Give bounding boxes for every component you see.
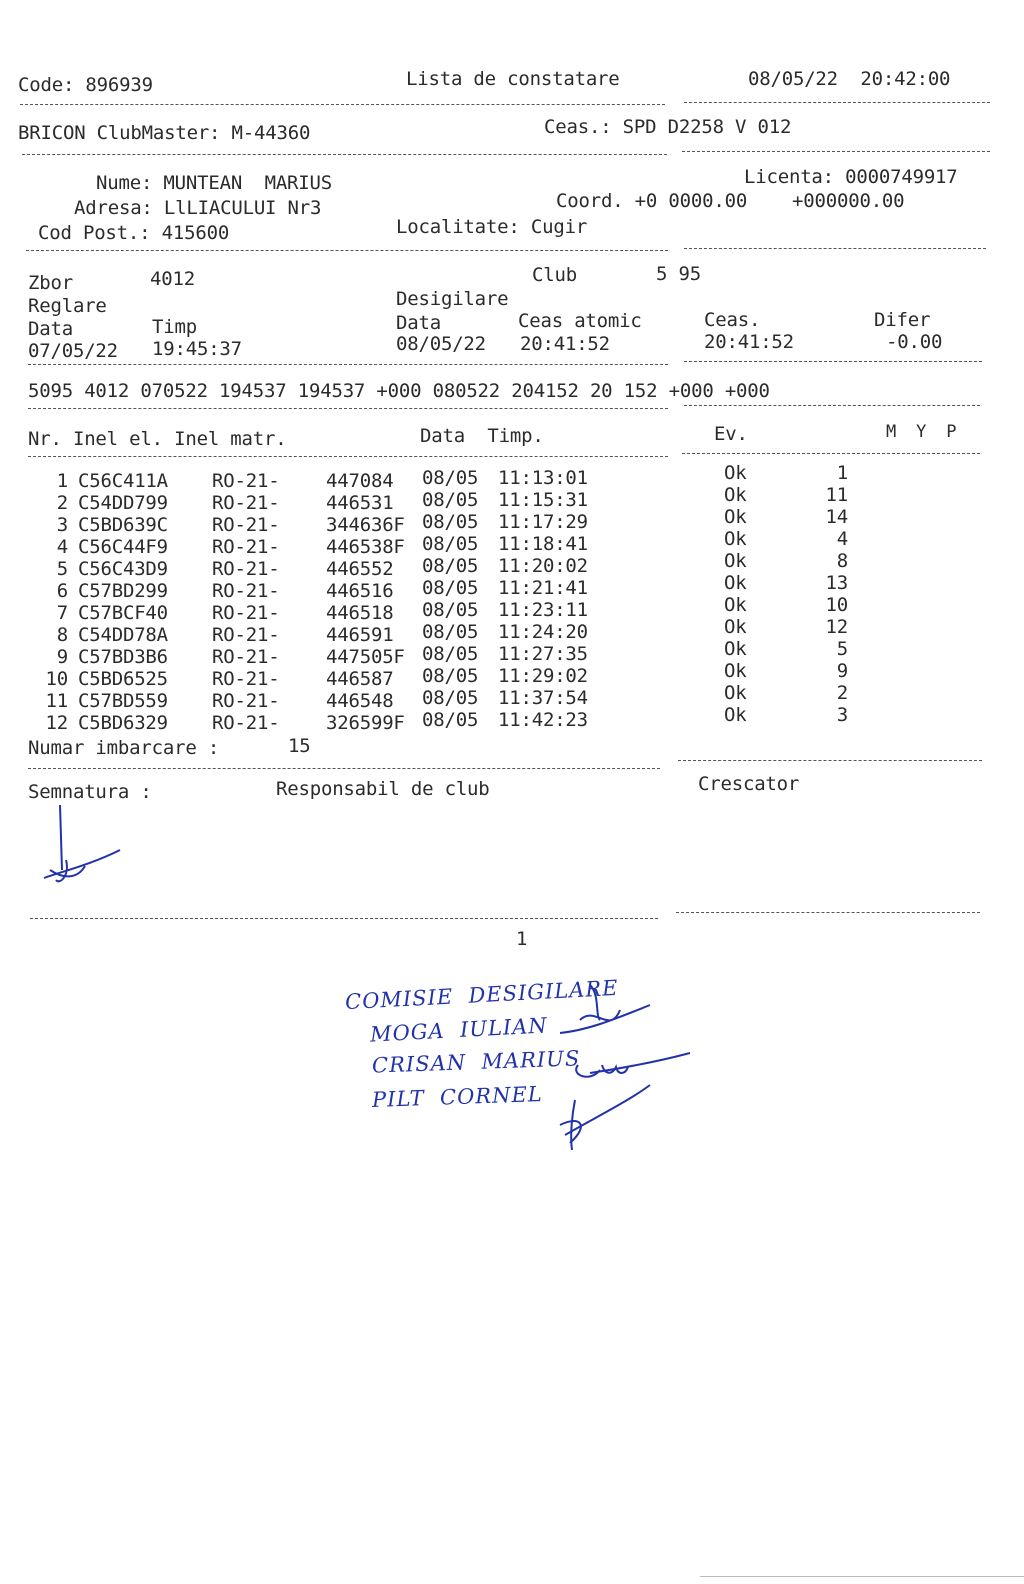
ring-prefix: RO-21- <box>212 668 280 690</box>
ring-prefix: RO-21- <box>212 536 280 558</box>
owner-locality: Localitate: Cugir <box>396 216 588 238</box>
separator <box>676 912 980 913</box>
arrival-date: 08/05 <box>422 643 479 665</box>
system-id: BRICON ClubMaster: M-44360 <box>18 122 311 144</box>
ring-number: 446552 <box>326 558 394 580</box>
separator <box>22 154 667 155</box>
ring-number: 446516 <box>326 580 394 602</box>
row-number: 11 <box>45 690 68 712</box>
event-status: Ok <box>724 550 747 572</box>
document-datetime: 08/05/22 20:42:00 <box>748 68 951 90</box>
desigilare-atomic-time: 20:41:52 <box>520 333 610 355</box>
member-signatures <box>550 975 710 1160</box>
rank-number: 14 <box>825 506 848 528</box>
separator <box>28 456 668 457</box>
club-number: 5 95 <box>656 263 701 285</box>
ring-number: 344636F <box>326 514 405 536</box>
ring-number: 447505F <box>326 646 405 668</box>
arrival-date: 08/05 <box>422 467 479 489</box>
arrival-date: 08/05 <box>422 709 479 731</box>
event-status: Ok <box>724 682 747 704</box>
electronic-ring: C57BCF40 <box>78 602 168 624</box>
event-status: Ok <box>724 594 747 616</box>
ring-prefix: RO-21- <box>212 602 280 624</box>
handwritten-member-2: CRISAN MARIUS <box>371 1046 581 1078</box>
rank-number: 12 <box>825 616 848 638</box>
document-code: Code: 896939 <box>18 74 153 96</box>
ring-number: 446591 <box>326 624 394 646</box>
rank-number: 13 <box>825 572 848 594</box>
owner-address: Adresa: LlLIACULUI Nr3 <box>74 197 322 219</box>
responsible-signature <box>30 800 130 895</box>
electronic-ring: C56C43D9 <box>78 558 168 580</box>
flight-label: Zbor <box>28 272 73 294</box>
event-status: Ok <box>724 638 747 660</box>
boarding-label: Numar imbarcare : <box>28 737 220 759</box>
arrival-date: 08/05 <box>422 599 479 621</box>
ring-prefix: RO-21- <box>212 580 280 602</box>
ceas-atomic-label: Ceas atomic <box>518 310 642 332</box>
rank-number: 4 <box>836 528 848 550</box>
event-status: Ok <box>724 484 747 506</box>
row-number: 3 <box>56 514 68 536</box>
electronic-ring: C5BD6329 <box>78 712 168 734</box>
handwritten-member-1: MOGA IULIAN <box>369 1013 549 1047</box>
arrival-date: 08/05 <box>422 577 479 599</box>
reglare-date: 07/05/22 <box>28 340 118 362</box>
ring-prefix: RO-21- <box>212 492 280 514</box>
table-header-left: Nr. Inel el. Inel matr. <box>28 428 287 450</box>
electronic-ring: C56C411A <box>78 470 168 492</box>
table-row <box>0 704 1024 734</box>
rank-number: 9 <box>836 660 848 682</box>
event-status: Ok <box>724 704 747 726</box>
ring-number: 447084 <box>326 470 394 492</box>
arrival-time: 11:23:11 <box>498 599 588 621</box>
document-title: Lista de constatare <box>406 68 620 90</box>
rank-number: 11 <box>825 484 848 506</box>
arrival-time: 11:20:02 <box>498 555 588 577</box>
separator <box>28 768 660 769</box>
ring-number: 326599F <box>326 712 405 734</box>
arrival-time: 11:13:01 <box>498 467 588 489</box>
boarding-count: 15 <box>288 735 311 757</box>
electronic-ring: C54DD799 <box>78 492 168 514</box>
ring-prefix: RO-21- <box>212 624 280 646</box>
event-status: Ok <box>724 572 747 594</box>
table-header-datetime: Data Timp. <box>420 425 544 447</box>
flight-number: 4012 <box>150 268 195 290</box>
arrival-date: 08/05 <box>422 621 479 643</box>
electronic-ring: C56C44F9 <box>78 536 168 558</box>
separator <box>682 453 980 454</box>
arrival-date: 08/05 <box>422 489 479 511</box>
breeder-label: Crescator <box>698 773 800 795</box>
desigilare-clock-time: 20:41:52 <box>704 331 794 353</box>
difference-value: -0.00 <box>886 331 943 353</box>
table-header-ev: Ev. <box>714 423 748 445</box>
rank-number: 8 <box>836 550 848 572</box>
arrival-time: 11:21:41 <box>498 577 588 599</box>
arrival-time: 11:37:54 <box>498 687 588 709</box>
ring-prefix: RO-21- <box>212 470 280 492</box>
row-number: 7 <box>56 602 68 624</box>
row-number: 8 <box>56 624 68 646</box>
ring-prefix: RO-21- <box>212 646 280 668</box>
rank-number: 5 <box>836 638 848 660</box>
row-number: 2 <box>56 492 68 514</box>
rank-number: 2 <box>836 682 848 704</box>
row-number: 10 <box>45 668 68 690</box>
electronic-ring: C5BD639C <box>78 514 168 536</box>
separator <box>26 250 668 251</box>
separator <box>684 361 982 362</box>
ring-number: 446548 <box>326 690 394 712</box>
desigilare-date: 08/05/22 <box>396 333 486 355</box>
separator <box>678 760 982 761</box>
data-label: Data <box>28 318 73 340</box>
rank-number: 1 <box>836 462 848 484</box>
arrival-time: 11:24:20 <box>498 621 588 643</box>
ring-prefix: RO-21- <box>212 690 280 712</box>
desigilare-label: Desigilare <box>396 288 509 310</box>
ring-number: 446587 <box>326 668 394 690</box>
arrival-time: 11:42:23 <box>498 709 588 731</box>
event-status: Ok <box>724 660 747 682</box>
arrival-date: 08/05 <box>422 511 479 533</box>
arrival-date: 08/05 <box>422 555 479 577</box>
rank-number: 10 <box>825 594 848 616</box>
separator <box>684 405 980 406</box>
electronic-ring: C57BD3B6 <box>78 646 168 668</box>
table-header-myp: M Y P <box>886 422 957 442</box>
handwritten-member-3: PILT CORNEL <box>371 1082 544 1112</box>
signature-label: Semnatura : <box>28 781 152 803</box>
ring-prefix: RO-21- <box>212 558 280 580</box>
electronic-ring: C57BD299 <box>78 580 168 602</box>
timp-label: Timp <box>152 316 197 338</box>
separator <box>30 918 658 919</box>
event-status: Ok <box>724 616 747 638</box>
electronic-ring: C57BD559 <box>78 690 168 712</box>
owner-postcode: Cod Post.: 415600 <box>38 222 230 244</box>
arrival-date: 08/05 <box>422 687 479 709</box>
row-number: 4 <box>56 536 68 558</box>
flight-code-line: 5095 4012 070522 194537 194537 +000 080522 204152 20 152 +000 +000 <box>28 380 770 402</box>
row-number: 6 <box>56 580 68 602</box>
ring-prefix: RO-21- <box>212 514 280 536</box>
rank-number: 3 <box>836 704 848 726</box>
ceas-label: Ceas. <box>704 309 761 331</box>
ring-number: 446531 <box>326 492 394 514</box>
arrival-time: 11:15:31 <box>498 489 588 511</box>
event-status: Ok <box>724 528 747 550</box>
arrival-time: 11:27:35 <box>498 643 588 665</box>
reglare-time: 19:45:37 <box>152 338 242 360</box>
club-responsible-label: Responsabil de club <box>276 778 490 800</box>
event-status: Ok <box>724 462 747 484</box>
owner-license: Licenta: 0000749917 <box>744 166 958 188</box>
row-number: 5 <box>56 558 68 580</box>
row-number: 9 <box>56 646 68 668</box>
electronic-ring: C54DD78A <box>78 624 168 646</box>
data-label: Data <box>396 312 441 334</box>
arrival-date: 08/05 <box>422 665 479 687</box>
separator <box>684 102 990 103</box>
reglare-label: Reglare <box>28 295 107 317</box>
clock-id: Ceas.: SPD D2258 V 012 <box>544 116 792 138</box>
scan-edge <box>700 1576 1024 1577</box>
ring-prefix: RO-21- <box>212 712 280 734</box>
separator <box>20 104 665 105</box>
row-number: 12 <box>45 712 68 734</box>
separator <box>28 364 668 365</box>
handwritten-commission-title: COMISIE DESIGILARE <box>344 975 620 1015</box>
row-number: 1 <box>56 470 68 492</box>
owner-coordinates: Coord. +0 0000.00 +000000.00 <box>556 190 905 212</box>
ring-number: 446538F <box>326 536 405 558</box>
separator <box>682 151 990 152</box>
arrival-time: 11:29:02 <box>498 665 588 687</box>
arrival-time: 11:17:29 <box>498 511 588 533</box>
page-number: 1 <box>516 928 528 950</box>
electronic-ring: C5BD6525 <box>78 668 168 690</box>
separator <box>28 408 668 409</box>
arrival-date: 08/05 <box>422 533 479 555</box>
ring-number: 446518 <box>326 602 394 624</box>
difer-label: Difer <box>874 309 931 331</box>
separator <box>684 248 986 249</box>
owner-name: Nume: MUNTEAN MARIUS <box>96 172 333 194</box>
club-label: Club <box>532 264 577 286</box>
event-status: Ok <box>724 506 747 528</box>
arrival-time: 11:18:41 <box>498 533 588 555</box>
